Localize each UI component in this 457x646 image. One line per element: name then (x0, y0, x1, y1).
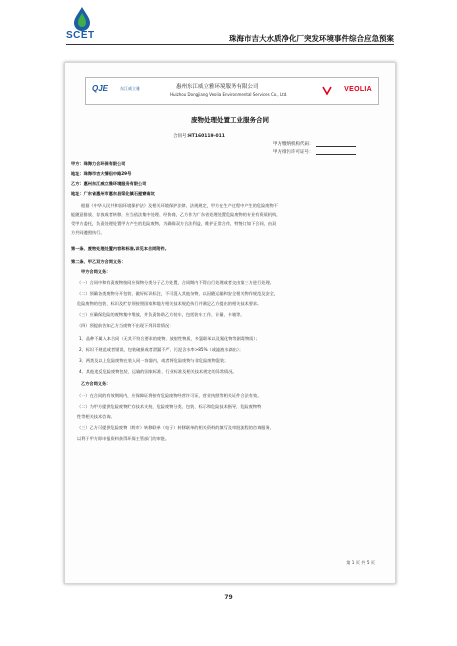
section-1-heading: 第一条、废物处理处置内容和标准,详见本合同附件。 (71, 246, 169, 251)
company-name-cn: 惠州东江威立雅环境服务有限公司 (176, 84, 259, 90)
contract-page (64, 62, 396, 584)
company-name-en: Huizhou Dongjiang Veolia Environmental Services Co., Ltd. (170, 92, 288, 97)
abnormal-item: 1、品种不属入本合同（无其不符合要求的废物、放射性物质、多氯联苯以及氰化物等剧毒物质）； (79, 336, 260, 341)
party-b: 乙方：惠州东江威立雅环境服务有限公司 (71, 181, 147, 186)
report-title: 珠海市吉大水质净化厂突发环境事件综合应急预案 (229, 34, 394, 43)
intro-line: 受甲方委托，负责处理处置甲方产生的危险废物，为确保双方合法利益，维护正常合作，特签订如下合同，由双 (71, 221, 277, 226)
permit-blank-2 (316, 149, 356, 155)
permit-label-1: 甲方缴纳机构代码： (273, 142, 314, 147)
qje-logo-subtitle: 东江威立雅 (120, 86, 140, 91)
permit-blank-1 (316, 141, 356, 147)
veolia-logo-icon (322, 85, 332, 95)
veolia-logo: VEOLIA (344, 86, 372, 93)
header-rule (66, 44, 394, 45)
permit-line-2 (273, 149, 356, 155)
qje-logo: QJE (92, 84, 109, 93)
party-a: 甲方：珠海力合环保有限公司 (71, 161, 126, 166)
party-b-duty: （二）为甲方提供危险废物贮存技术支持，危险废物分类、包装、标示和危险技术指导，危险废物特 (77, 404, 262, 409)
company-banner (85, 77, 379, 105)
report-header (0, 0, 457, 50)
abnormal-item: 4、其他违反危险废物包装、运输的国家标准、行业标准及相关技术规定的异常情况。 (79, 369, 237, 374)
contract-title: 废物处理处置工业服务合同 (191, 116, 269, 124)
abnormal-item: 2、标识不规范或者错误，包装破损或者泄漏不严、污泥含水率>85%（或滤液水滴出）； (79, 347, 244, 352)
party-b-duty: （三）乙方可提供危险废物（跨市）转移联单（电子）转移联单的相关资料的填写及审批流程的咨询服务， (77, 425, 274, 430)
contract-page-counter: 第 1 页 共 5 页 (346, 560, 375, 565)
intro-line: 根据《中华人民共和国环境保护法》及相关环境保护法律、法规规定，甲方在生产过程中产生的危险废物不 (81, 203, 278, 208)
contract-number-label: 合同号: (173, 134, 189, 139)
party-b-duty-title: 乙方合同义务： (81, 381, 111, 386)
scet-logo-text: SCET (66, 30, 95, 41)
intro-line: 方共同遵照执行。 (71, 230, 105, 235)
party-a-duty: 危险废物的包装、标识及贮存须按照国家和地方相关技术规范执行并满足乙方提出的相关技术要求。 (77, 301, 262, 306)
contract-number (173, 133, 225, 139)
address-a: 地址：珠海市吉大情侣中路29号 (71, 171, 132, 176)
party-a-duty: （四）须提前告知乙方当废物不出现下列异常情况： (77, 323, 174, 328)
scet-logo-icon (70, 6, 94, 32)
abnormal-item: 3、两类及以上危险废物在装入同一容器内，或者将危险废物与非危险废物混装； (79, 358, 229, 363)
intro-line: 能随意排放、存放或者转移，应当依法集中处理、经协商，乙方作为广东省处理处置危险废物的专业有资质机构， (71, 212, 281, 217)
party-a-duty: （三）应确保危险的废物集中堆放，并负责协助乙方装车，包括装车工作、计量、卡箱等。 (77, 312, 245, 317)
permit-label-2: 甲方排污许可证号： (273, 150, 314, 155)
party-a-duty-title: 甲方合同义务： (81, 269, 111, 274)
party-a-duty: （一）合同中和有责废物按同应保物分类分子乙方处置，合同期内不得自行处理或者交由第三方进行处理。 (77, 280, 274, 285)
permit-line-1 (273, 141, 356, 147)
party-b-duty: （一）在合同的有效期间内，应保障证将按有危险废物经营许可证，营业执照等相关证件合法有效。 (77, 393, 262, 398)
address-b: 地址：广东省惠州市惠东县梁化镇石屋寮南坑 (71, 191, 155, 196)
party-b-duty: 以利于甲方即申报资料获得环保主管部门的审批。 (77, 436, 170, 441)
party-a-duty: （二）须确各类废物分开包装、做好标识标注，不可混入其他杂物，以因随运输和安全相关物作规范及安全， (77, 291, 279, 296)
contract-number-value: HT160119-011 (188, 134, 225, 139)
section-2-heading: 第二条、甲乙双方合同义务： (71, 259, 126, 264)
party-b-duty: 性等相关技术咨询。 (77, 414, 115, 419)
report-page-number: 79 (224, 594, 233, 601)
